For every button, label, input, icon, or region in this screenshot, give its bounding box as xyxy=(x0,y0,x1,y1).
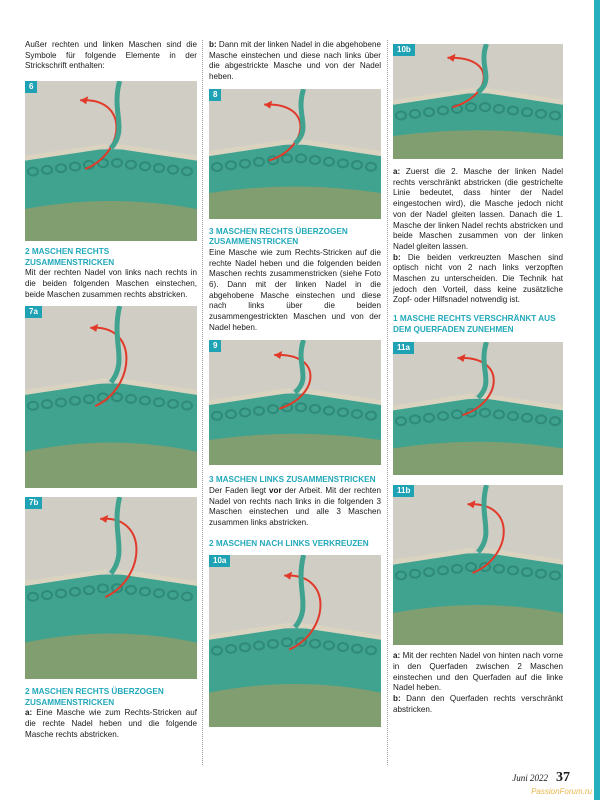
column-divider xyxy=(202,40,203,765)
photo-number: 7b xyxy=(25,497,42,509)
page-edge-stripe xyxy=(594,0,600,800)
photo-number: 11a xyxy=(393,342,414,354)
fabric-stripe xyxy=(393,130,563,159)
label-b: b: xyxy=(209,40,217,49)
text-sk2p: Eine Masche wie zum Rechts-Stricken auf die rechte Nadel heben und die folgenden beiden Maschen rechts zusammenstricken (siehe Foto 6). Dann mit der linken Nadel in die abgehobene Masche einstechen und diese nach links über die beiden zusammengestrickten Maschen und von der Nadel heben. xyxy=(209,247,381,332)
photo-number: 9 xyxy=(209,340,221,352)
photo-number: 11b xyxy=(393,485,414,497)
text-m1-b xyxy=(393,694,563,715)
text-cross-a xyxy=(393,167,563,253)
issue-date: Juni 2022 xyxy=(512,773,548,783)
intro-text: Außer rechten und linken Maschen sind die Symbole für folgende Elemente in der Strickschrift enthalten: xyxy=(25,40,197,71)
label-b: b: xyxy=(393,693,401,703)
photo-7b xyxy=(25,497,197,679)
text-skp-body: Eine Masche wie zum Rechts-Stricken auf die rechte Nadel heben und die folgende Masche rechts abstricken. xyxy=(25,708,197,739)
photo-11b xyxy=(393,485,563,645)
heading-p3tog: 3 MASCHEN LINKS ZUSAMMENSTRICKEN xyxy=(209,475,376,485)
column-3 xyxy=(393,40,563,715)
fabric-stripe xyxy=(25,443,197,489)
page-number: 37 xyxy=(556,770,570,785)
label-a: a: xyxy=(25,708,33,718)
column-1 xyxy=(25,40,197,740)
page-footer xyxy=(512,768,570,786)
photo-6 xyxy=(25,81,197,241)
fabric-stripe xyxy=(25,201,197,241)
label-b: b: xyxy=(393,252,401,262)
text-cross-a-body: Zuerst die 2. Masche der linken Nadel rechts verschränkt abstricken (die gestrichelte Linie bedeutet, dass hinter der Nadel eingestochen wird), die Masche jedoch nicht von der Nadel gleiten lassen. Danach die 1. Masche der linken Nadel rechts abstricken und beide Maschen zusammen von der linken Nadel gleiten lassen. xyxy=(393,167,563,251)
photo-number: 6 xyxy=(25,81,37,93)
heading-sk2p: 3 MASCHEN RECHTS ÜBERZOGEN ZUSAMMENSTRICKEN xyxy=(209,226,348,247)
text-skp-b-body: Dann mit der linken Nadel in die abgehobene Masche einstechen und diese nach links über die abgestrickte Masche und von der Nadel heben. xyxy=(209,40,381,82)
fabric-stripe xyxy=(209,434,381,465)
text-p3tog-b: der Arbeit. Mit der rechten Nadel von rechts nach links in die folgenden 3 Maschen einstechen und alle 3 Maschen zusammen links abstricken. xyxy=(209,485,381,528)
text-cross-b-body: Die beiden verkreuzten Maschen sind optisch nicht von 2 nach links verzopften Maschen zu unterscheiden. Die Technik hat jedoch den Vorteil, dass keine zusätzliche Zopf- oder Hilfsnadel notwendig ist. xyxy=(393,252,563,305)
column-2 xyxy=(209,40,381,727)
label-a: a: xyxy=(393,167,401,176)
watermark: PassionForum.ru xyxy=(531,787,592,796)
fabric-stripe xyxy=(393,442,563,475)
fabric-stripe xyxy=(393,605,563,645)
photo-number: 10b xyxy=(393,44,415,56)
heading-skp: 2 MASCHEN RECHTS ÜBERZOGEN ZUSAMMENSTRICKEN xyxy=(25,687,164,707)
fabric-stripe xyxy=(209,684,381,727)
photo-10b xyxy=(393,44,563,159)
photo-11a xyxy=(393,342,563,475)
text-p3tog-a: Der Faden liegt xyxy=(209,485,269,495)
fabric-stripe xyxy=(25,634,197,680)
column-divider xyxy=(387,40,388,765)
text-p3tog-bold: vor xyxy=(269,485,282,495)
heading-m1: 1 MASCHE RECHTS VERSCHRÄNKT AUS DEM QUERFADEN ZUNEHMEN xyxy=(393,314,556,334)
heading-cross: 2 MASCHEN NACH LINKS VERKREUZEN xyxy=(209,538,369,548)
text-m1-b-body: Dann den Querfaden rechts verschränkt abstricken. xyxy=(393,693,563,714)
photo-7a xyxy=(25,306,197,488)
photo-number: 10a xyxy=(209,555,230,567)
photo-10a xyxy=(209,555,381,727)
text-cross-b xyxy=(393,253,563,307)
photo-9 xyxy=(209,340,381,465)
photo-8 xyxy=(209,89,381,219)
fabric-stripe xyxy=(209,186,381,219)
text-k2tog: Mit der rechten Nadel von links nach rechts in die beiden folgenden Maschen einstechen, beide Maschen zusammen rechts abstricken. xyxy=(25,268,197,299)
label-a: a: xyxy=(393,651,401,661)
text-m1-a-body: Mit der rechten Nadel von hinten nach vorne in den Querfaden zwischen 2 Maschen einstechen und den Querfaden auf die linke Nadel heben. xyxy=(393,651,563,693)
photo-number: 7a xyxy=(25,306,42,318)
text-skp xyxy=(25,708,197,740)
text-p3tog xyxy=(209,486,381,529)
text-skp-b xyxy=(209,40,381,83)
heading-k2tog: 2 MASCHEN RECHTS ZUSAMMENSTRICKEN xyxy=(25,247,115,267)
photo-number: 8 xyxy=(209,89,221,101)
text-m1-a xyxy=(393,651,563,694)
